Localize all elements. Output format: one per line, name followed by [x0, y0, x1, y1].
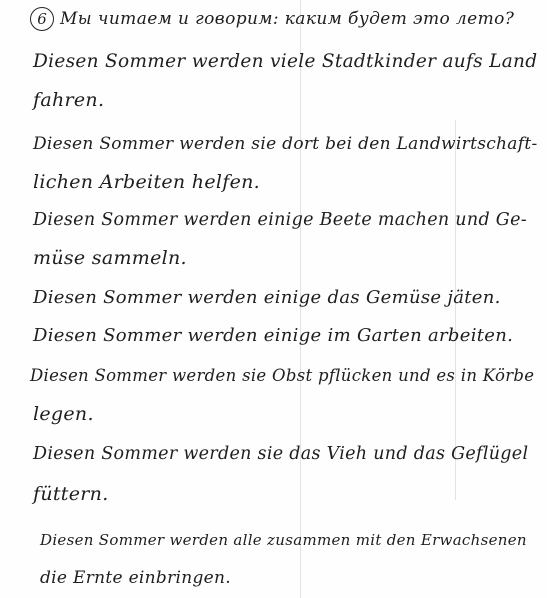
task-header: [30, 4, 514, 34]
text-line-10: legen.: [33, 403, 94, 425]
text-line-6: müse sammeln.: [33, 247, 187, 269]
text-line-9: Diesen Sommer werden sie Obst pflücken und es in Körbe: [30, 366, 535, 385]
task-number: 6: [30, 7, 54, 31]
text-line-12: füttern.: [33, 483, 109, 505]
text-line-8: Diesen Sommer werden einige im Garten arbeiten.: [33, 325, 514, 346]
text-line-4: lichen Arbeiten helfen.: [33, 171, 261, 193]
text-line-7: Diesen Sommer werden einige das Gemüse jäten.: [33, 287, 501, 308]
text-line-11: Diesen Sommer werden sie das Vieh und das Geflügel: [33, 444, 529, 464]
task-title: Мы читаем и говорим: каким будет это лето?: [60, 9, 515, 29]
text-line-5: Diesen Sommer werden einige Beete machen und Ge-: [33, 210, 527, 230]
text-line-3: Diesen Sommer werden sie dort bei den Landwirtschaft-: [33, 134, 538, 154]
text-line-13: Diesen Sommer werden alle zusammen mit den Erwachsenen: [40, 531, 527, 549]
text-line-1: Diesen Sommer werden viele Stadtkinder aufs Land: [33, 51, 538, 72]
text-line-14: die Ernte einbringen.: [40, 568, 232, 588]
text-line-2: fahren.: [33, 89, 105, 111]
